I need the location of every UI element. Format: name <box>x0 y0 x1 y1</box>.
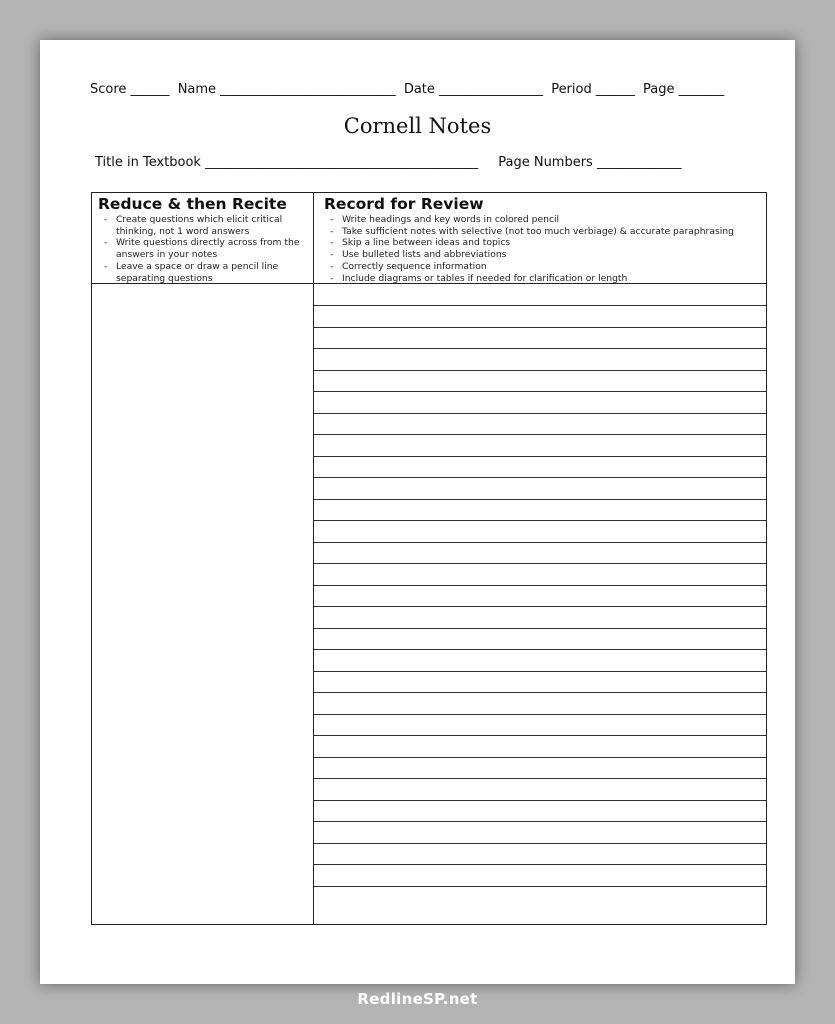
notes-tip: - Write headings and key words in colored pencil <box>328 214 764 226</box>
ruled-line <box>314 327 766 328</box>
student-info-line <box>90 82 750 97</box>
notes-column-title: Record for Review <box>324 195 484 213</box>
ruled-line <box>314 391 766 392</box>
ruled-line <box>314 714 766 715</box>
textbook-info-line <box>95 155 755 170</box>
worksheet-page <box>40 40 795 984</box>
column-divider <box>313 193 314 924</box>
ruled-line <box>314 671 766 672</box>
ruled-line <box>314 413 766 414</box>
ruled-line <box>314 348 766 349</box>
notes-tips-list <box>324 214 764 284</box>
date-field: Date ________________ <box>403 82 544 97</box>
ruled-line <box>314 563 766 564</box>
period-field: Period ______ <box>551 82 635 97</box>
ruled-line <box>314 434 766 435</box>
page-field: Page _______ <box>643 82 725 97</box>
notes-tip: - Take sufficient notes with selective (not too much verbiage) & accurate paraphrasing <box>328 226 764 238</box>
ruled-line <box>314 821 766 822</box>
ruled-line <box>314 477 766 478</box>
ruled-line <box>314 542 766 543</box>
page-numbers-field: Page Numbers _____________ <box>498 155 682 170</box>
score-field: Score ______ <box>90 82 170 97</box>
ruled-line <box>314 520 766 521</box>
cue-tips-list <box>98 214 310 284</box>
textbook-title-field: Title in Textbook __________________________________________ <box>95 155 479 170</box>
notes-column-header <box>324 195 764 284</box>
ruled-line <box>314 370 766 371</box>
cue-tip: - Leave a space or draw a pencil line separating questions <box>102 261 310 284</box>
ruled-line <box>314 585 766 586</box>
ruled-line <box>314 757 766 758</box>
ruled-line <box>314 649 766 650</box>
notes-tip: - Include diagrams or tables if needed for clarification or length <box>328 273 764 285</box>
ruled-line <box>314 692 766 693</box>
cue-column-title: Reduce & then Recite <box>98 195 287 213</box>
ruled-line <box>314 886 766 887</box>
ruled-line <box>314 735 766 736</box>
ruled-line <box>314 778 766 779</box>
ruled-line <box>314 499 766 500</box>
ruled-line <box>314 606 766 607</box>
page-title: Cornell Notes <box>343 114 492 138</box>
ruled-line <box>314 864 766 865</box>
ruled-line <box>314 456 766 457</box>
name-field: Name ___________________________ <box>177 82 396 97</box>
ruled-line <box>314 628 766 629</box>
notes-tip: - Use bulleted lists and abbreviations <box>328 249 764 261</box>
notes-table <box>91 192 767 925</box>
ruled-line <box>314 843 766 844</box>
ruled-line <box>314 305 766 306</box>
site-watermark: RedlineSP.net <box>357 990 478 1008</box>
cue-column-header <box>98 195 310 284</box>
notes-tip: - Skip a line between ideas and topics <box>328 237 764 249</box>
notes-tip: - Correctly sequence information <box>328 261 764 273</box>
ruled-line <box>314 800 766 801</box>
cue-tip: - Create questions which elicit critical thinking, not 1 word answers <box>102 214 310 237</box>
cue-tip: - Write questions directly across from the answers in your notes <box>102 237 310 260</box>
